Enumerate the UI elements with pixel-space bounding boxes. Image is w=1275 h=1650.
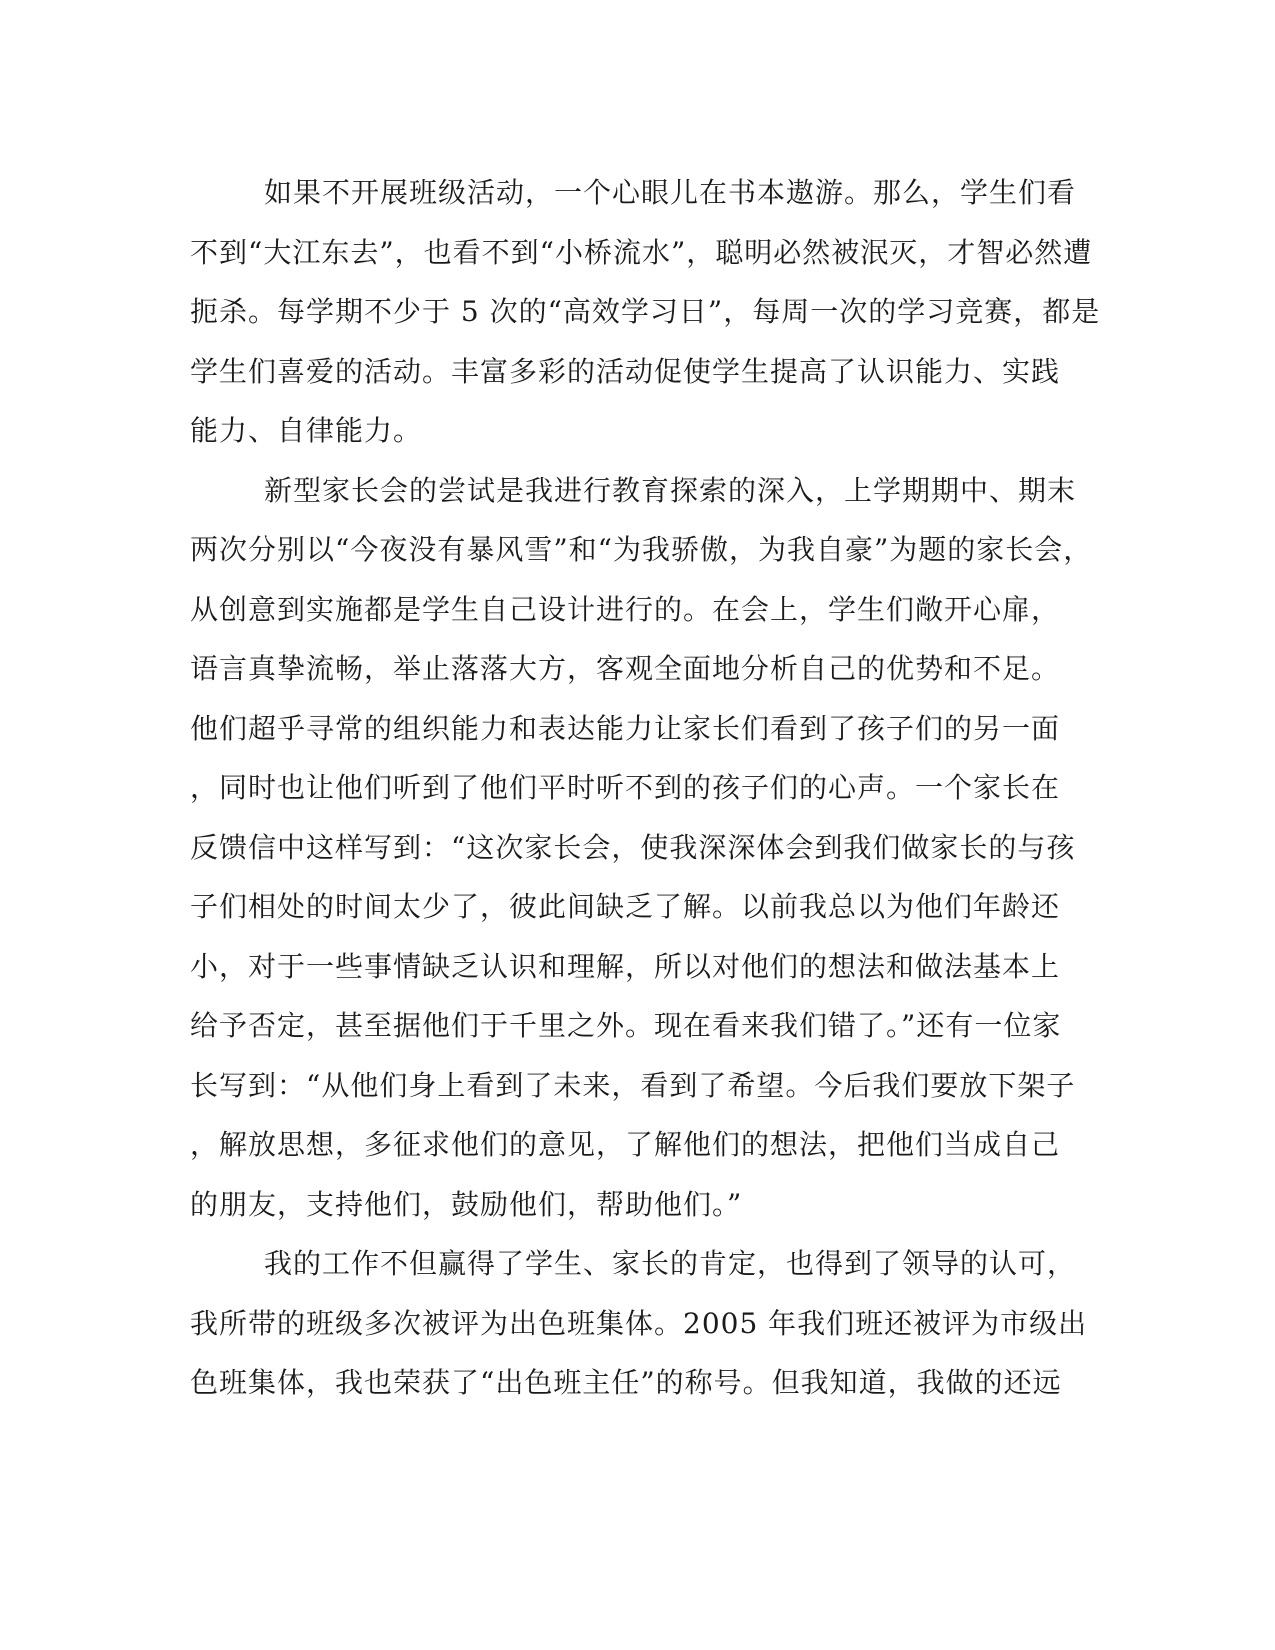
paragraph-2-line-7: 反馈信中这样写到：“这次家长会，使我深深体会到我们做家长的与孩 bbox=[190, 830, 1076, 864]
paragraph-2-line-2: 两次分别以“今夜没有暴风雪”和“为我骄傲，为我自豪”为题的家长会， bbox=[190, 533, 1093, 566]
paragraph-1-line-5: 能力、自律能力。 bbox=[190, 414, 423, 447]
paragraph-3-line-3: 色班集体，我也荣获了“出色班主任”的称号。但我知道，我做的还远 bbox=[190, 1366, 1062, 1399]
paragraph-1-line-2: 不到“大江东去”，也看不到“小桥流水”，聪明必然被泯灭，才智必然遭 bbox=[190, 235, 1093, 269]
paragraph-2-line-5: 他们超乎寻常的组织能力和表达能力让家长们看到了孩子们的另一面 bbox=[190, 711, 1061, 745]
document-body bbox=[190, 163, 1101, 1413]
paragraph-1-line-1: 如果不开展班级活动，一个心眼儿在书本遨游。那么，学生们看 bbox=[264, 176, 1077, 209]
paragraph-1-line-4: 学生们喜爱的活动。丰富多彩的活动促使学生提高了认识能力、实践 bbox=[190, 354, 1061, 388]
paragraph-1-line-3: 扼杀。每学期不少于 5 次的“高效学习日”，每周一次的学习竞赛，都是 bbox=[190, 295, 1101, 328]
paragraph-2-line-12: ，解放思想，多征求他们的意见，了解他们的想法，把他们当成自己 bbox=[190, 1128, 1061, 1161]
paragraph-2-line-13: 的朋友，支持他们，鼓励他们，帮助他们。” bbox=[190, 1187, 743, 1221]
paragraph-2-line-11: 长写到：“从他们身上看到了未来，看到了希望。今后我们要放下架子 bbox=[190, 1068, 1076, 1102]
paragraph-2-line-1: 新型家长会的尝试是我进行教育探索的深入，上学期期中、期末 bbox=[264, 473, 1077, 507]
paragraph-2-line-8: 子们相处的时间太少了，彼此间缺乏了解。以前我总以为他们年龄还 bbox=[190, 890, 1061, 923]
paragraph-2-line-9: 小，对于一些事情缺乏认识和理解，所以对他们的想法和做法基本上 bbox=[190, 949, 1061, 983]
paragraph-2-line-6: ，同时也让他们听到了他们平时听不到的孩子们的心声。一个家长在 bbox=[190, 771, 1061, 804]
paragraph-2-line-10: 给予否定，甚至据他们于千里之外。现在看来我们错了。”还有一位家 bbox=[190, 1009, 1062, 1042]
paragraph-3-line-2: 我所带的班级多次被评为出色班集体。2005 年我们班还被评为市级出 bbox=[190, 1306, 1088, 1340]
paragraph-2-line-3: 从创意到实施都是学生自己设计进行的。在会上，学生们敞开心扉， bbox=[190, 592, 1061, 626]
paragraph-3-line-1: 我的工作不但赢得了学生、家长的肯定，也得到了领导的认可， bbox=[264, 1247, 1077, 1280]
paragraph-2-line-4: 语言真挚流畅，举止落落大方，客观全面地分析自己的优势和不足。 bbox=[190, 652, 1061, 685]
